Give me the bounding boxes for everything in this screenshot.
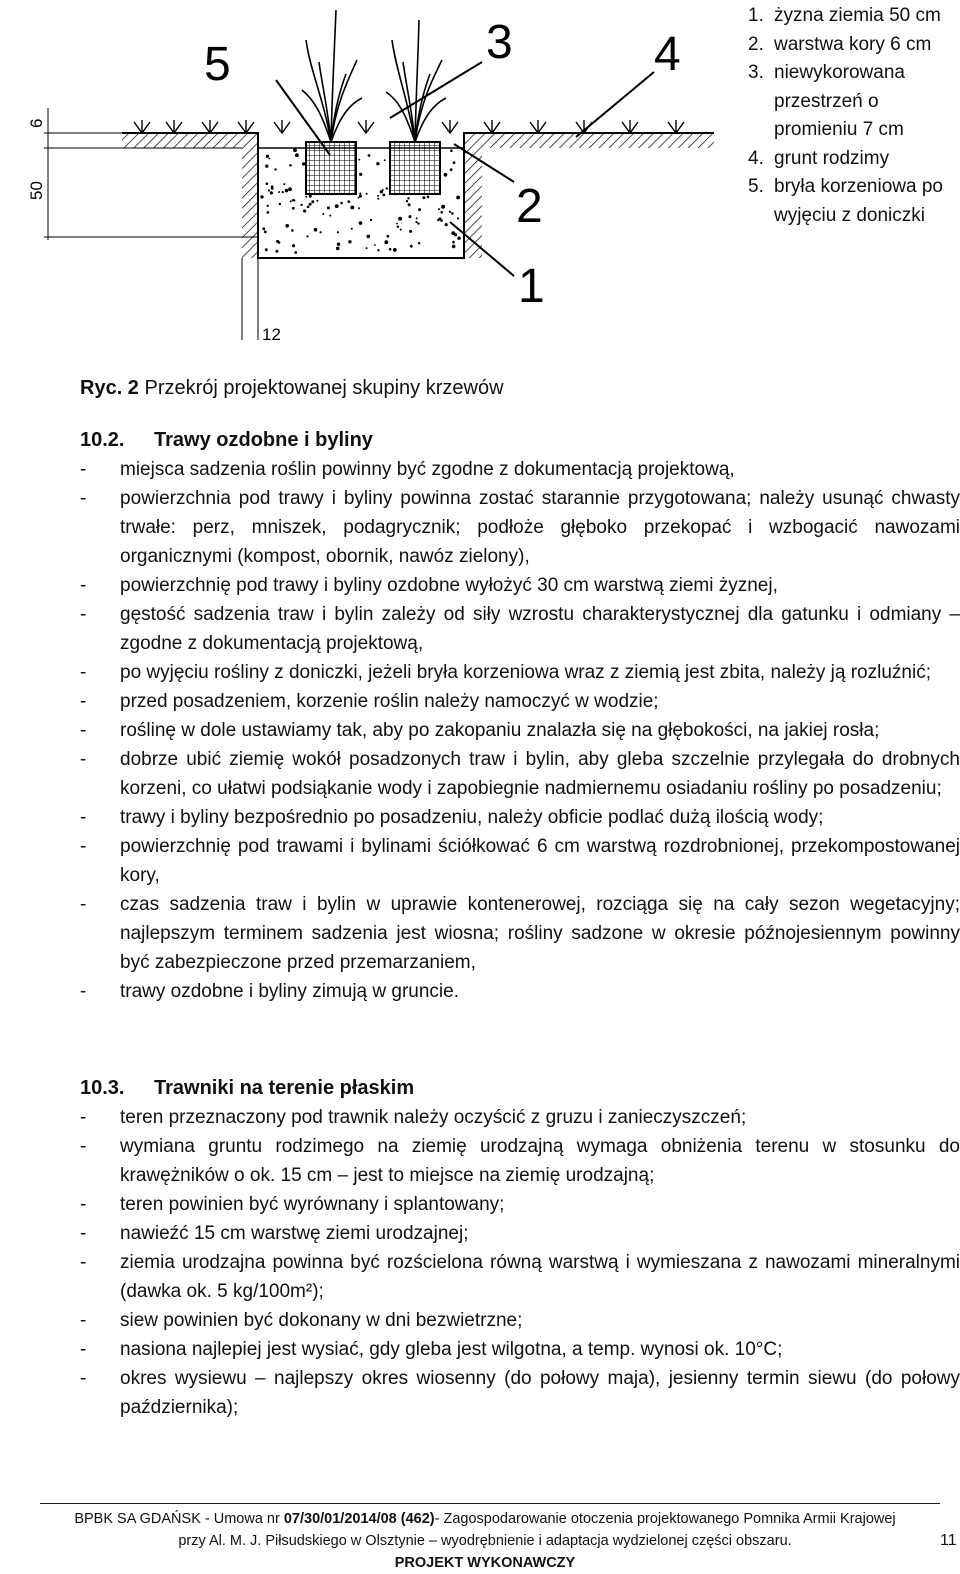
list-dash: - bbox=[80, 1223, 87, 1244]
list-item bbox=[80, 658, 960, 687]
list-item-text: powierzchnię pod trawy i byliny ozdobne wyłożyć 30 cm warstwą ziemi żyznej, bbox=[120, 575, 778, 596]
list-dash: - bbox=[80, 662, 87, 683]
list-item-text: czas sadzenia traw i bylin w uprawie kontenerowej, rozciąga się na cały sezon wegetacyjny; najlepszym terminem sadzenia jest wiosna; rośliny sadzone w okresie późnojesiennym powinny być zabezpieczone przed przemarzaniem, bbox=[120, 894, 960, 973]
dim-label-50: 50 bbox=[27, 181, 46, 200]
list-item-text: teren przeznaczony pod trawnik należy oczyścić z gruzu i zanieczyszczeń; bbox=[120, 1107, 747, 1128]
list-item-text: siew powinien być dokonany w dni bezwietrzne; bbox=[120, 1310, 523, 1331]
list-dash: - bbox=[80, 1339, 87, 1360]
list-item bbox=[80, 455, 960, 484]
callout-5: 5 bbox=[204, 38, 231, 91]
list-item-text: gęstość sadzenia traw i bylin zależy od siły wzrostu charakterystycznej dla gatunku i odmiany – zgodne z dokumentacją projektową, bbox=[120, 604, 960, 654]
list-item-text: trawy i byliny bezpośrednio po posadzeniu, należy obficie podlać dużą ilością wody; bbox=[120, 807, 824, 828]
root-ball bbox=[306, 142, 356, 194]
callout-1: 1 bbox=[518, 260, 545, 313]
list-dash: - bbox=[80, 894, 87, 915]
figure-caption: Ryc. 2 Przekrój projektowanej skupiny krzewów bbox=[80, 377, 504, 399]
list-item bbox=[80, 1248, 960, 1306]
list-item-text: dobrze ubić ziemię wokół posadzonych traw i bylin, aby gleba szczelnie przylegała do drobnych korzeni, co ułatwi podsiąkanie wody i zapobiegnie nadmiernemu osiadaniu rośliny po posadzeniu; bbox=[120, 749, 960, 799]
list-item-text: teren powinien być wyrównany i splantowany; bbox=[120, 1194, 505, 1215]
list-dash: - bbox=[80, 1107, 87, 1128]
legend-item: 1. żyzna ziemia 50 cm bbox=[748, 5, 941, 26]
section-heading: 10.3. Trawniki na terenie płaskim bbox=[80, 1077, 415, 1099]
list-item bbox=[80, 484, 960, 571]
list-item bbox=[80, 1132, 960, 1190]
grass-plant bbox=[386, 20, 446, 142]
list-item bbox=[80, 1335, 960, 1364]
cross-section-drawing bbox=[14, 0, 714, 350]
list-dash: - bbox=[80, 1252, 87, 1273]
list-item-text: przed posadzeniem, korzenie roślin należy namoczyć w wodzie; bbox=[120, 691, 659, 712]
page-number: 11 bbox=[940, 1532, 957, 1549]
list-item-text: nasiona najlepiej jest wysiać, gdy gleba jest wilgotna, a temp. wynosi ok. 10°C; bbox=[120, 1339, 783, 1360]
figure-legend bbox=[748, 2, 958, 230]
list-dash: - bbox=[80, 459, 87, 480]
list-item bbox=[80, 832, 960, 890]
list-dash: - bbox=[80, 488, 87, 509]
page-footer: BPBK SA GDAŃSK - Umowa nr 07/30/01/2014/08 (462)- Zagospodarowanie otoczenia projektowanego Pomnika Armii Krajowej przy Al. M. J. Piłsudskiego w Olsztynie – wyodrębnienie i adaptacja wydzielonej części obszaru. PROJEKT WYKONAWCZY bbox=[74, 1511, 896, 1571]
list-dash: - bbox=[80, 720, 87, 741]
legend-item: 5. bryła korzeniowa po wyjęciu z doniczki bbox=[748, 176, 943, 226]
section-10-2 bbox=[80, 425, 960, 1006]
list-item-text: miejsca sadzenia roślin powinny być zgodne z dokumentacją projektową, bbox=[120, 459, 735, 480]
list-item bbox=[80, 1190, 960, 1219]
list-item-text: powierzchnię pod trawami i bylinami ściółkować 6 cm warstwą rozdrobnionej, przekompostowanej kory, bbox=[120, 836, 960, 886]
list-item bbox=[80, 1219, 960, 1248]
callout-2: 2 bbox=[516, 180, 543, 233]
list-item-text: trawy ozdobne i byliny zimują w gruncie. bbox=[120, 981, 459, 1002]
list-dash: - bbox=[80, 1310, 87, 1331]
list-dash: - bbox=[80, 981, 87, 1002]
grass-plant bbox=[302, 10, 362, 142]
list-item bbox=[80, 803, 960, 832]
list-dash: - bbox=[80, 575, 87, 596]
list-item bbox=[80, 745, 960, 803]
list-item-text: po wyjęciu rośliny z doniczki, jeżeli bryła korzeniowa wraz z ziemią jest zbita, należy ją rozluźnić; bbox=[120, 662, 931, 683]
bullet-list bbox=[80, 1103, 960, 1422]
list-dash: - bbox=[80, 1194, 87, 1215]
list-dash: - bbox=[80, 807, 87, 828]
root-ball bbox=[390, 142, 440, 194]
bullet-list bbox=[80, 455, 960, 1006]
list-item bbox=[80, 687, 960, 716]
list-item bbox=[80, 600, 960, 658]
legend-item: 3. niewykorowana przestrzeń o promieniu 7 cm bbox=[748, 62, 905, 140]
list-item bbox=[80, 890, 960, 977]
section-10-3 bbox=[80, 1073, 960, 1422]
list-dash: - bbox=[80, 1368, 87, 1389]
list-item bbox=[80, 1103, 960, 1132]
list-item-text: ziemia urodzajna powinna być rozścielona równą warstwą i wymieszana z nawozami mineralnymi (dawka ok. 5 kg/100m²); bbox=[120, 1252, 960, 1302]
list-dash: - bbox=[80, 1136, 87, 1157]
native-soil-right bbox=[464, 133, 714, 258]
callout-3: 3 bbox=[486, 16, 513, 69]
list-item-text: wymiana gruntu rodzimego na ziemię urodzajną wymaga obniżenia terenu w stosunku do krawężników o ok. 15 cm – jest to miejsce na ziemię urodzajną; bbox=[120, 1136, 960, 1186]
list-item-text: okres wysiewu – najlepszy okres wiosenny (do połowy maja), jesienny termin siewu (do połowy października); bbox=[120, 1368, 960, 1418]
list-dash: - bbox=[80, 604, 87, 625]
list-item bbox=[80, 716, 960, 745]
section-heading: 10.2. Trawy ozdobne i byliny bbox=[80, 429, 373, 451]
list-dash: - bbox=[80, 749, 87, 770]
list-item-text: nawieźć 15 cm warstwę ziemi urodzajnej; bbox=[120, 1223, 469, 1244]
list-item bbox=[80, 1364, 960, 1422]
list-item-text: powierzchnia pod trawy i byliny powinna zostać starannie przygotowana; należy usunąć chwasty trwałe: perz, mniszek, podagrycznik; podłoże głęboko przekopać i wzbogacić nawozami organicznymi (kompost, obornik, nawóz zielony), bbox=[120, 488, 960, 567]
list-item bbox=[80, 571, 960, 600]
dim-label-12: 12 bbox=[262, 325, 281, 344]
legend-item: 2. warstwa kory 6 cm bbox=[748, 33, 932, 55]
native-soil-left bbox=[122, 133, 258, 258]
list-item bbox=[80, 1306, 960, 1335]
list-item bbox=[80, 977, 960, 1006]
list-item-text: roślinę w dole ustawiamy tak, aby po zakopaniu znalazła się na głębokości, na jakiej rosła; bbox=[120, 720, 880, 741]
list-dash: - bbox=[80, 691, 87, 712]
dim-label-6: 6 bbox=[27, 118, 46, 128]
list-dash: - bbox=[80, 836, 87, 857]
callout-4: 4 bbox=[654, 28, 681, 81]
legend-item: 4. grunt rodzimy bbox=[748, 147, 890, 169]
footer-rule bbox=[40, 1503, 940, 1504]
